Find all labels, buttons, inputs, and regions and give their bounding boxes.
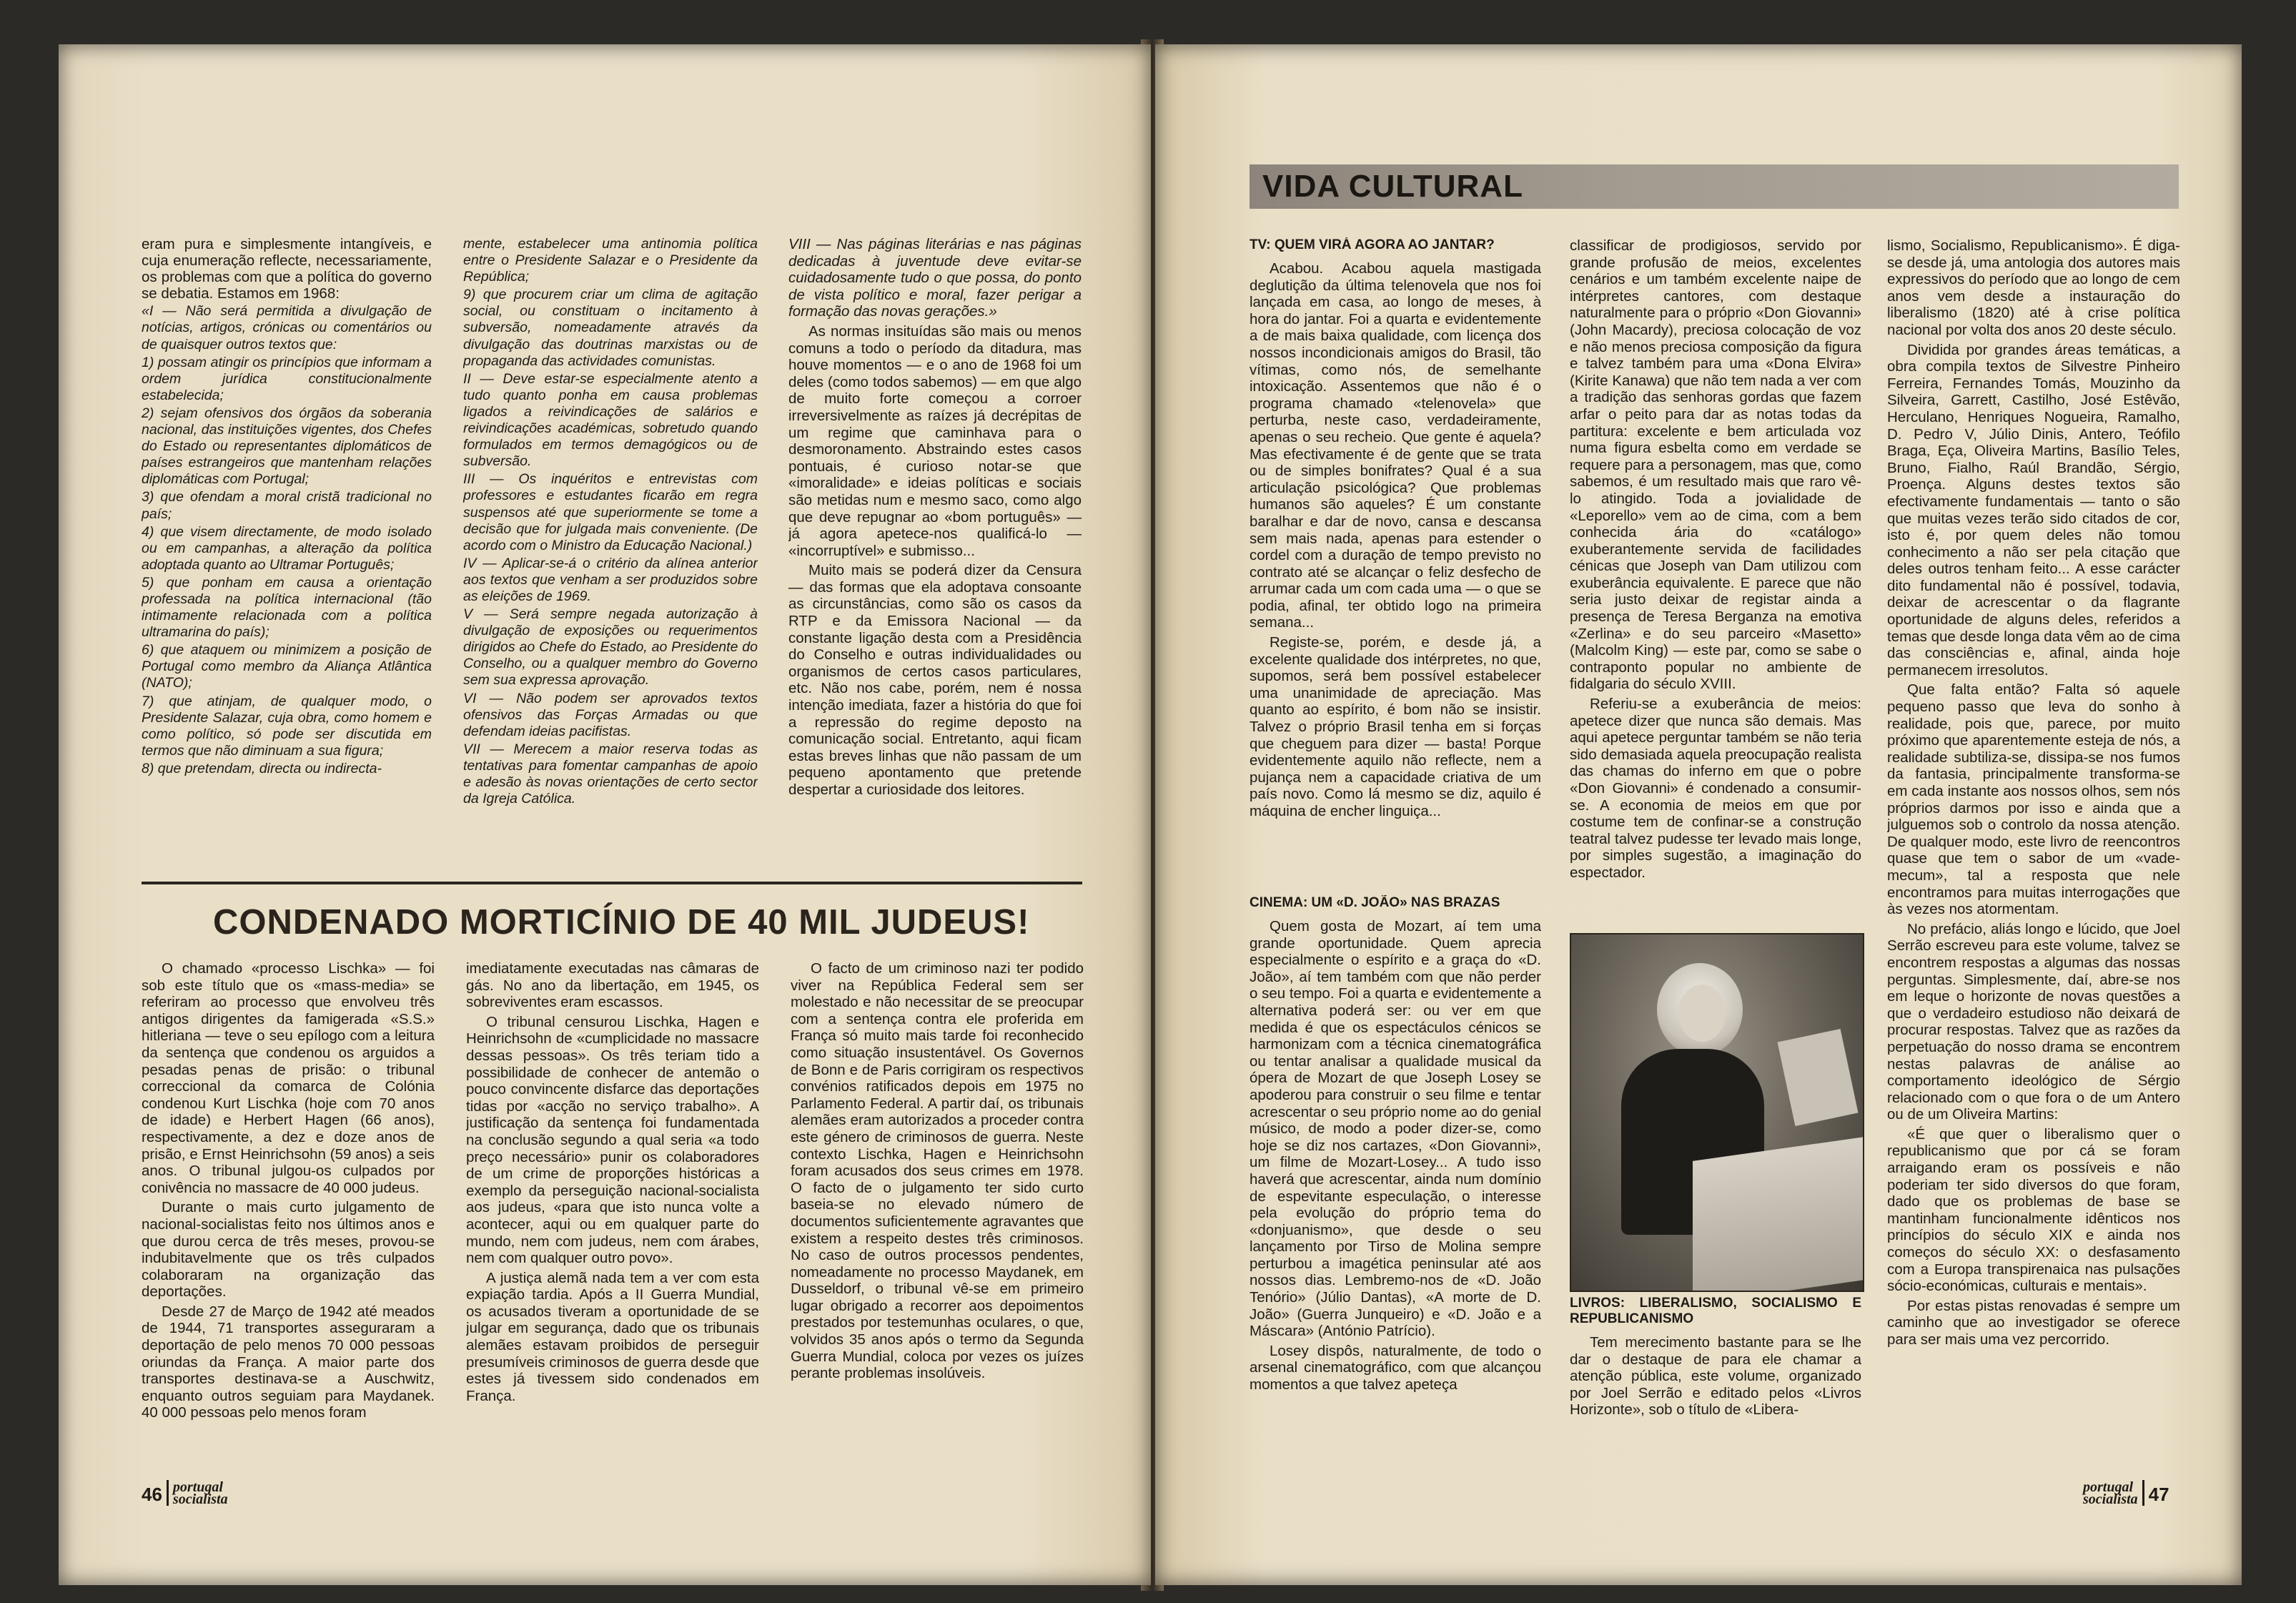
paragraph: As normas insituídas são mais ou menos comuns a todo o período da ditadura, mas houve momentos — e o ano de 1968 foi um deles (como todos sabemos) — em que algo de muito forte começou a corroer irreversivelmente as raízes já decrépitas de um regime que caminhava para o desmoronamento. Abstraindo estes casos pontuais, é curioso notar-se que «imoralidade» e ideias políticas e sociais são metidas num e mesmo saco, como algo que deve repugnar ao «bom português» — já agora apetece-nos qualificá-lo — «incorruptível» e submisso... <box>788 322 1082 559</box>
harpsichord <box>1693 1137 1864 1292</box>
paragraph: imediatamente executadas nas câmaras de gás. No ano da libertação, em 1945, os sobreviventes eram escassos. <box>466 960 759 1011</box>
right-col-3 <box>1887 237 2180 1467</box>
right-col-2b <box>1570 1296 1861 1471</box>
paragraph: 6) que ataquem ou minimizem a posição de Portugal como membro da Aliança Atlântica (NATO); <box>142 642 432 691</box>
paragraph: classificar de prodigiosos, servido por grande profusão de meios, excelentes cenários e um também excelente naipe de intérpretes cantores, com destaque naturalmente para o próprio «Don Giovanni» (John Macardy), preciosa colocação de voz e não menos preciosa composição da figura e talvez também para uma «Dona Elvira» (Kirite Kanawa) que não tem nada a ver com a tradição das senhoras gordas que fazem arfar o peito para dar as notas todas da partitura: excelente e bem articulada voz numa figura esbelta como em verdade se requere para a personagem, mas que, como sabemos, é um resultado mais que raro vê-lo atingido. Toda a jovialidade de «Leporello» vem ao de cima, com a bem conhecida ária do «catálogo» exuberantemente servida de facilidades cénicas que Joseph van Dam utilizou com exuberância equivalente. E parece que não seria justo deixar de registar ainda a presença de Teresa Berganza na emotiva «Zerlina» e do seu parceiro «Masetto» (Malcolm King) — este par, como se sabe o contraponto popular no ambiente de fidalgaria do século XVIII. <box>1570 237 1861 693</box>
paragraph: VIII — Nas páginas literárias e nas páginas dedicadas à juventude deve evitar-se cuidadosamente tudo o que possa, do ponto de vista político e moral, fazer perigar a formação das novas gerações.» <box>788 236 1082 320</box>
section-title: VIDA CULTURAL <box>1262 169 1523 204</box>
paragraph: eram pura e simplesmente intangíveis, e cuja enumeração reflecte, necessariamente, os problemas com que a política do governo se debatia. Estamos em 1968: <box>142 236 432 302</box>
section-banner <box>1250 164 2179 209</box>
section-divider <box>142 882 1082 884</box>
paragraph: No prefácio, aliás longo e lúcido, que Joel Serrão escreveu para este volume, talvez se encontrem respostas a algumas das nossas perguntas. Simplesmente, daí, abre-se nos em leque o horizonte de novas questões a que o verdadeiro estudioso não deixará de procurar respostas. Talvez que as razões da perpetuação do nosso drama se encontrem nestas palavras de análise ao comportamento ideológico de Sérgio relacionado com o que fora o de um Antero ou de um Oliveira Martins: <box>1887 920 2180 1123</box>
left-col-5 <box>466 960 759 1475</box>
page-folio-right <box>2083 1480 2169 1506</box>
magazine-logo <box>2083 1481 2138 1506</box>
paragraph: Durante o mais curto julgamento de nacional-socialistas feito nos últimos anos e que durou cerca de três meses, provou-se indubitavelmente que os três culpados colaboraram na organização das deportações. <box>142 1199 435 1301</box>
article-headline: CONDENADO MORTICÍNIO DE 40 MIL JUDEUS! <box>213 903 1030 942</box>
right-col-1b <box>1250 895 1541 1467</box>
paragraph: O tribunal censurou Lischka, Hagen e Heinrichsohn de «cumplicidade no massacre dessas pessoas». Os três teriam tido a possibilidade de conhecer de antemão o pouco convincente disfarce das deportações tidas por «acção no serviço trabalho». A justificação da sentença foi fundamentada na conclusão segundo a qual seria «a todo preço necessário» punir os colaboradores de um crime de proporções históricas a exemplo da perseguição nacional-socialista aos judeus, «para que isto nunca volte a acontecer, aqui ou em qualquer parte do mundo, nem com judeus, nem com árabes, nem com qualquer outro povo». <box>466 1013 759 1267</box>
article-heading-tv: TV: QUEM VIRÁ AGORA AO JANTAR? <box>1250 237 1495 252</box>
paragraph: V — Será sempre negada autorização à divulgação de exposições ou requerimentos dirigidos ao Chefe do Estado, ao Presidente do Conselho, ou a qualquer membro do Governo sem sua expressa aprovação. <box>463 606 758 689</box>
paragraph: 1) possam atingir os princípios que informam a ordem jurídica constitucionalmente estabelecida; <box>142 354 432 403</box>
paragraph: 4) que visem directamente, de modo isolado ou em campanhas, a alteração da política adoptada quanto ao Ultramar Português; <box>142 523 432 573</box>
paragraph: 8) que pretendam, directa ou indirecta- <box>142 760 382 776</box>
paragraph: II — Deve estar-se especialmente atento a tudo quanto ponha em causa problemas ligados a reivindicações de salários e reivindicações académicas, sobretudo quando formulados em termos demagógicos ou de subversão. <box>463 370 758 470</box>
left-col-6 <box>791 960 1084 1475</box>
page-number: 46 <box>142 1484 162 1505</box>
folio-divider <box>2142 1480 2144 1506</box>
paragraph: «É que quer o liberalismo quer o republicanismo que por cá se foram arraigando eram os possíveis e não poderiam ter sido diversos do que foram, dado que os problemas de base se mantinham funcionalmente idênticos nos princípios do século XIX e ainda nos começos do século XX: o desfasamento com a Europa transpirenaica nas pulsações sócio-económicas, culturais e mentais». <box>1887 1125 2180 1295</box>
paragraph: Losey dispôs, naturalmente, de todo o arsenal cinematográfico, com que alcançou momentos a que talvez apeteça <box>1250 1342 1541 1394</box>
logo-word: socialista <box>2083 1491 2138 1507</box>
paragraph: mente, estabelecer uma antinomia política entre o Presidente Salazar e o Presidente da República; <box>463 236 758 285</box>
paragraph: lismo, Socialismo, Republicanismo». É diga-se desde já, uma antologia dos autores mais expressivos do período que ao longo de cem anos vem desde a instauração do liberalismo (1820) até à crise política nacional por volta dos anos 20 deste século. <box>1887 237 2180 338</box>
paragraph: Tem merecimento bastante para se lhe dar o destaque de para ele chamar a atenção pública, este volume, organizado por Joel Serrão e editado pelos «Livros Horizonte», sob o título de «Libera- <box>1570 1334 1861 1419</box>
paragraph: Acabou. Acabou aquela mastigada deglutição da última telenovela que nos foi lançada em casa, ao longo de meses, à hora do jantar. Foi a quarta e evidentemente a de mais baixa qualidade, com licença dos nossos incondicionais amigos do Brasil, tão vítimas, como nós, de semelhante intoxicação. Assentemos que não é o programa chamado «telenovela» que perturba, neste caso, verdadeiramente, apenas o seu recheio. Que gente é aquela? Mas efectivamente é de gente que se trata ou de simples bonifrates? Qual é a sua articulação psicológica? Que problemas humanos são aqueles? É um constante baralhar e dar de novo, cansa e descansa sem mais nada, apenas para estender o cordel com a duração de tempo previsto no contrato até se alcançar o feliz desfecho de arrumar cada um com cada uma — o que se podia, afinal, ter obtido logo na primeira semana... <box>1250 260 1541 631</box>
paragraph: O chamado «processo Lischka» — foi sob este título que os «mass-media» se referiram ao processo que envolveu três antigos dirigentes da famigerada «S.S.» hitleriana — teve o seu epílogo com a leitura da sentença que condenou os arguidos a pesadas penas de prisão: o tribunal correccional da comarca de Colónia condenou Kurt Lischka (hoje com 70 anos de idade) e Herbert Hagen (66 anos), respectivamente, a dez e doze anos de prisão, e Ernst Heinrichsohn (59 anos) a seis anos. O tribunal julgou-os culpados por conivência no massacre de 40 000 judeus. <box>142 960 435 1196</box>
paragraph: Quem gosta de Mozart, aí tem uma grande oportunidade. Quem aprecia especialmente o espírito e a graça do «D. João», aí tem também com que não perder o seu tempo. Foi a quarta e evidentemente a alternativa poderá ser: ou ver em que medida é que os espectáculos cénicos se harmonizam com a técnica cinematográfica ou tentar analisar a qualidade musical da ópera de Mozart de que Joseph Losey se apoderou para construir o seu filme e tentar acrescentar o seu próprio nome ao do genial músico, de modo a poder dizer-se, como hoje se diz nos cartazes, «Don Giovanni», um filme de Mozart-Losey... A tudo isso haverá que acrescentar, ainda num domínio de espevitante especulação, o interesse pela evolução do próprio tema do «donjuanismo», que desde o seu lançamento por Tirso de Molina sempre perturbou a imagética peninsular até aos nossos dias. Lembremo-nos de «D. João Tenório» (Júlio Dantas), «A morte de D. João» (Guerra Junqueiro) e «D. João e a Máscara» (António Patrício). <box>1250 918 1541 1340</box>
paragraph: III — Os inquéritos e entrevistas com professores e estudantes ficarão em regra suspensos até que superiormente se tome a decisão que for julgada mais conveniente. (De acordo com o Ministro da Educação Nacional.) <box>463 471 758 553</box>
paragraph: «I — Não será permitida a divulgação de notícias, artigos, crónicas ou comentários ou de quaisquer outros textos que: <box>142 303 432 352</box>
article-heading-cinema: CINEMA: UM «D. JOÃO» NAS BRAZAS <box>1250 895 1500 910</box>
paragraph: Desde 27 de Março de 1942 até meados de 1944, 71 transportes asseguraram a deportação de pelo menos 70 000 pessoas oriundas da França. A maior parte dos transportes destinava-se a Auschwitz, enquanto outros seguiam para Maydanek. 40 000 pessoas pelo menos foram <box>142 1303 435 1421</box>
paragraph: 2) sejam ofensivos dos órgãos da soberania nacional, das instituições vigentes, dos Chefes do Estado ou representantes diplomáticos de países estrangeiros que mantenham relações diplomáticas com Portugal; <box>142 405 432 488</box>
mozart-portrait-photo <box>1570 933 1864 1292</box>
sheet-music <box>1778 1029 1859 1126</box>
paragraph: 9) que procurem criar um clima de agitação social, ou constituam o incitamento à subversão, nomeadamente através da divulgação das doutrinas marxistas ou de propaganda das actividades comunistas. <box>463 287 758 369</box>
article-heading-livros: LIVROS: LIBERALISMO, SOCIALISMO E REPUBLICANISMO <box>1570 1296 1861 1326</box>
paragraph: Muito mais se poderá dizer da Censura — das formas que ela adoptava consoante as circunstâncias, como são os casos da RTP e da Emissora Nacional — da constante ligação desta com a Presidência do Conselho e outras individualidades ou organismos de certos casos particulares, etc. Não nos cabe, porém, nem é nossa intenção imediata, fazer a história do que foi a repressão do regime deposto na comunicação social. Entretanto, aqui ficam estas breves linhas que não passam de um pequeno apontamento que pretende despertar a curiosidade dos leitores. <box>788 562 1082 798</box>
left-col-1 <box>142 236 432 865</box>
logo-word: portugal <box>2083 1479 2134 1495</box>
magazine-logo <box>173 1481 228 1506</box>
paragraph: 3) que ofendam a moral cristã tradicional no país; <box>142 489 432 522</box>
paragraph: IV — Aplicar-se-á o critério da alínea anterior aos textos que venham a ser produzidos sobre as eleições de 1969. <box>463 555 758 604</box>
paragraph: Referiu-se a exuberância de meios: apetece dizer que nunca são demais. Mas aqui apetece perguntar também se não teria sido demasiada aquela preocupação realista das chamas do inferno em que o pobre «Don Giovanni» é condenado a consumir-se. A economia de meios em que por costume tem de confinar-se a construção teatral talvez pudesse ter levado mais longe, por simples sugestão, a imaginação do espectador. <box>1570 696 1861 881</box>
paragraph: Por estas pistas renovadas é sempre um caminho que ao investigador se oferece para ser mais uma vez percorrido. <box>1887 1297 2180 1348</box>
right-col-1 <box>1250 237 1541 895</box>
page-folio-left <box>142 1480 228 1506</box>
paragraph: O facto de um criminoso nazi ter podido viver na República Federal sem ser molestado e não necessitar de se preocupar com a sentença contra ele proferida em França só muito mais tarde foi reconhecido como situação insustentável. Os Governos de Bonn e de Paris corrigiram os respectivos convénios ratificados depois em 1975 no Parlamento Federal. A partir daí, os tribunais alemães eram autorizados a proceder contra este género de criminosos de guerra. Neste contexto Lischka, Hagen e Heinrichsohn foram acusados dos seus crimes em 1978. O facto de o julgamento ter sido curto baseia-se no elevado número de documentos suficientemente agravantes que existem a respeito destes três criminosos. No caso de outros processos pendentes, nomeadamente no processo Maydanek, em Dusseldorf, o tribunal vê-se em primeiro lugar obrigado a recorrer aos depoimentos prestados por testemunhas oculares, o que, volvidos 35 anos após o termo da Segunda Guerra Mundial, coloca por vezes os juízes perante problemas insolúveis. <box>791 960 1084 1382</box>
left-col-4 <box>142 960 435 1475</box>
left-col-3 <box>788 236 1082 865</box>
paragraph: 5) que ponham em causa a orientação professada na política internacional (tão intimamente relacionada com a política ultramarina do país); <box>142 574 432 641</box>
paragraph: VII — Merecem a maior reserva todas as tentativas para fomentar campanhas de apoio e adesão às novas orientações de certo sector da Igreja Católica. <box>463 741 758 807</box>
figure-face <box>1678 985 1726 1042</box>
paragraph: A justiça alemã nada tem a ver com esta expiação tardia. Após a II Guerra Mundial, os acusados tiveram a oportunidade de se julgar em segurança, dado que os tribunais alemães estavam proibidos de perseguir presumíveis criminosos de guerra desde que estes já tivessem sido condenados em França. <box>466 1269 759 1404</box>
right-col-2 <box>1570 237 1861 927</box>
logo-word: socialista <box>172 1491 228 1507</box>
folio-divider <box>167 1480 169 1506</box>
logo-word: portugal <box>172 1479 223 1495</box>
paragraph: Dividida por grandes áreas temáticas, a obra compila textos de Silvestre Pinheiro Ferreira, Fernandes Tomás, Mouzinho da Silveira, Garrett, Castilho, José Estêvão, Herculano, Henriques Nogueira, Ramalho, D. Pedro V, Júlio Dinis, Antero, Teófilo Braga, Eça, Oliveira Martins, Basílio Teles, Bruno, Fialho, Raúl Brandão, Sérgio, Proença. Alguns destes textos são efectivamente fundamentais — tanto o são que muitas vezes terão sido citados de cor, isto é, por quem deles não tomou conhecimento a não ser pela citação que deles outros tenham feito... A esse carácter dito fundamental não é possível, todavia, deixar de acrescentar o da flagrante oportunidade de alguns deles, referidos a temas que desde longa data vêm ao de cima das consciências e, afinal, ainda hoje permanecem irresolutos. <box>1887 341 2180 679</box>
paragraph: VI — Não podem ser aprovados textos ofensivos das Forças Armadas ou que defendam ideias pacifistas. <box>463 690 758 739</box>
paragraph: 7) que atinjam, de qualquer modo, o Presidente Salazar, cuja obra, como homem e como político, só pode ser discutida em termos que não diminuam a sua figura; <box>142 693 432 759</box>
paragraph: Que falta então? Falta só aquele pequeno passo que leva do sonho à realidade, pois que, parece, por muito próximo que aparentemente esteja de nós, a realidade subtiliza-se, dissipa-se nos fumos da fantasia, principalmente transforma-se em cada instante aos nossos olhos, sem nós próprios darmos por isso e ainda que a julguemos sob o controlo da nossa atenção. De qualquer modo, este livro de reencontros quase que tem o sabor de um «vade-mecum», tal a resposta que nele encontramos para muitas interrogações que às vezes nos atormentam. <box>1887 681 2180 918</box>
page-number: 47 <box>2148 1484 2169 1505</box>
paragraph: Registe-se, porém, e desde já, a excelente qualidade dos intérpretes, no que, supomos, será bem possível estabelecer uma unanimidade de apreciação. Mas quanto ao espírito, é bom não se insistir. Talvez o próprio Brasil tenha em si forças que cheguem para dizer — basta! Porque evidentemente aquilo não reflecte, nem a pujança nem a capacidade criativa de um país novo. Como lá mesmo se diz, aquilo é máquina de encher linguiça... <box>1250 634 1541 819</box>
left-col-2 <box>463 236 758 865</box>
